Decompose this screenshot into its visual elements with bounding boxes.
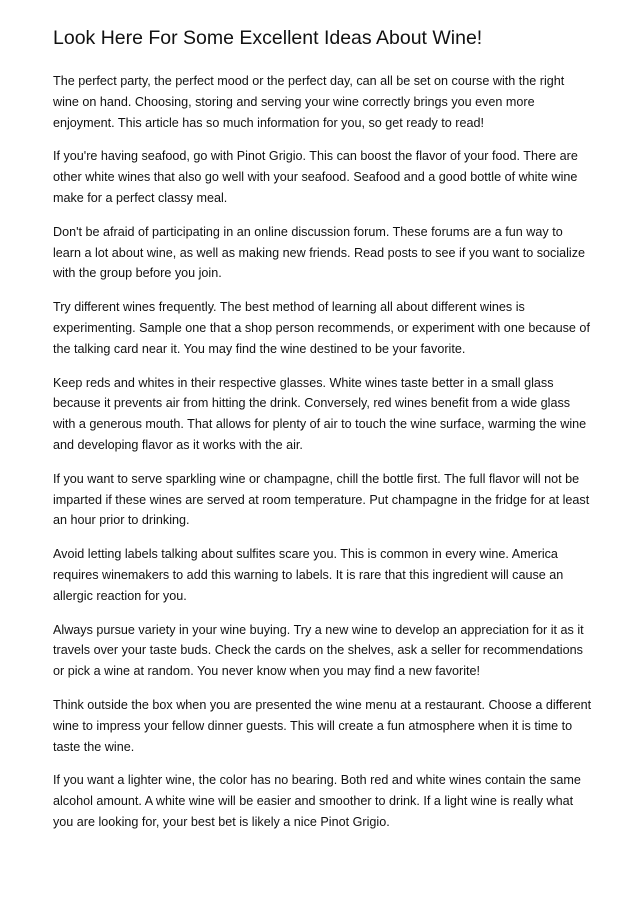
paragraph-lighter-wine: If you want a lighter wine, the color has no bearing. Both red and white wines contain the same alcohol amount. A white wine will be easier and smoother to drink. If a light wine is really what you are looking for, your best bet is likely a nice Pinot Grigio. xyxy=(53,773,581,829)
paragraph-try-wines: Try different wines frequently. The best method of learning all about different wines is experimenting. Sample one that a shop person recommends, or experiment with one because of the talking card near it. You may find the wine destined to be your favorite. xyxy=(53,300,590,356)
paragraph-intro: The perfect party, the perfect mood or the perfect day, can all be set on course with the right wine on hand. Choosing, storing and serving your wine correctly brings you even more enjoyment. This article has so much information for you, so get ready to read! xyxy=(53,74,565,130)
paragraph-forum: Don't be afraid of participating in an online discussion forum. These forums are a fun way to learn a lot about wine, as well as making new friends. Read posts to see if you want to socialize with the group before you join. xyxy=(53,224,586,281)
paragraph-seafood: If you're having seafood, go with Pinot Grigio. This can boost the flavor of your food. There are other white wines that also go well with your seafood. Seafood and a good bottle of white wine make for a perfect classy meal. xyxy=(53,149,578,205)
document-page xyxy=(53,26,593,846)
paragraph-variety: Always pursue variety in your wine buying. Try a new wine to develop an appreciation for it as it travels over your taste buds. Check the cards on the shelves, ask a seller for recommendations or pick a wine at random. You never know when you may find a new favorite! xyxy=(53,622,584,679)
paragraph-sparkling: If you want to serve sparkling wine or champagne, chill the bottle first. The full flavor will not be imparted if these wines are served at room temperature. Put champagne in the fridge for at least an hour prior to drinking. xyxy=(53,471,590,528)
paragraph-glasses: Keep reds and whites in their respective glasses. White wines taste better in a small glass because it prevents air from hitting the drink. Conversely, red wines benefit from a wide glass with a generous mouth. That allows for plenty of air to touch the wine surface, warming the wine and developing flavor as it works with the air. xyxy=(53,375,587,452)
paragraph-restaurant: Think outside the box when you are presented the wine menu at a restaurant. Choose a different wine to impress your fellow dinner guests. This will create a fun atmosphere when it is time to taste the wine. xyxy=(53,697,592,754)
paragraph-sulfites: Avoid letting labels talking about sulfites scare you. This is common in every wine. America requires winemakers to add this warning to labels. It is rare that this ingredient will cause an allergic reaction for you. xyxy=(53,547,564,603)
page-title: Look Here For Some Excellent Ideas About Wine! xyxy=(53,27,483,49)
